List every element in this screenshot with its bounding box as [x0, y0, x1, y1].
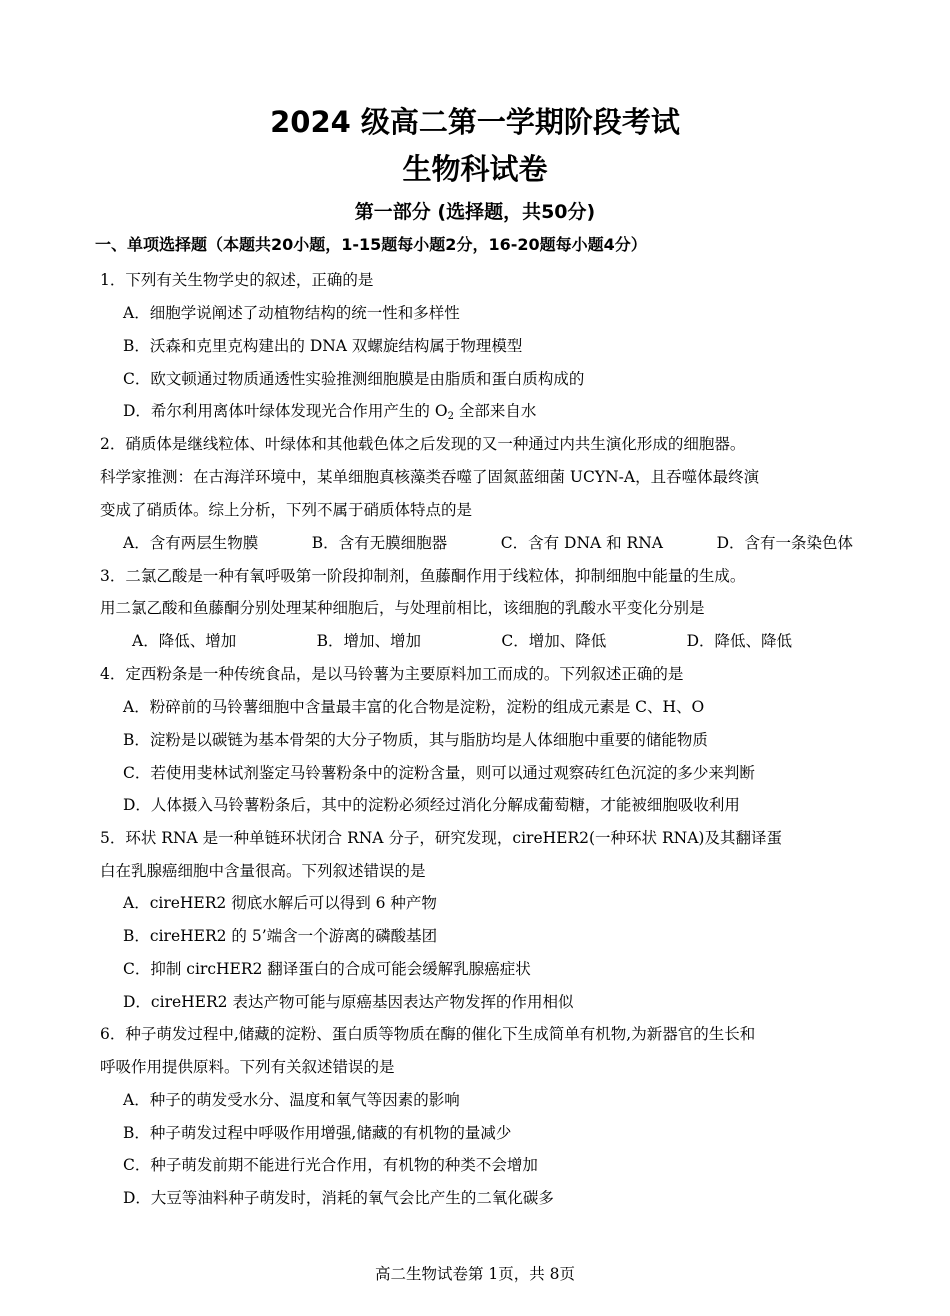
question-6-stem-line-2: 呼吸作用提供原料。下列有关叙述错误的是	[100, 1058, 395, 1076]
question-6-option-b: B．种子萌发过程中呼吸作用增强,储藏的有机物的量减少	[123, 1124, 512, 1142]
question-2-stem-line-2: 科学家推测：在古海洋环境中，某单细胞真核藻类吞噬了固氮蓝细菌 UCYN-A，且吞噬体最终演	[100, 468, 760, 486]
question-2-stem-line-1: 2．硝质体是继线粒体、叶绿体和其他载色体之后发现的又一种通过内共生演化形成的细胞器。	[100, 435, 746, 453]
exam-title: 2024 级高二第一学期阶段考试	[270, 105, 680, 139]
question-4-option-a: A．粉碎前的马铃薯细胞中含量最丰富的化合物是淀粉，淀粉的组成元素是 C、H、O	[123, 698, 705, 716]
question-2-options	[123, 533, 853, 553]
subject-title: 生物科试卷	[402, 152, 548, 186]
question-1-option-c: C．欧文顿通过物质通透性实验推测细胞膜是由脂质和蛋白质构成的	[123, 370, 585, 388]
question-5-option-b: B．cireHER2 的 5’端含一个游离的磷酸基团	[123, 927, 438, 945]
question-3-option-b: B．增加、增加	[316, 632, 421, 650]
question-4-option-b: B．淀粉是以碳链为基本骨架的大分子物质，其与脂肪均是人体细胞中重要的储能物质	[123, 731, 708, 749]
question-1-option-b: B．沃森和克里克构建出的 DNA 双螺旋结构属于物理模型	[123, 337, 523, 355]
question-4-stem: 4．定西粉条是一种传统食品，是以马铃薯为主要原料加工而成的。下列叙述正确的是	[100, 665, 684, 683]
question-3-stem-line-2: 用二氯乙酸和鱼藤酮分别处理某种细胞后，与处理前相比，该细胞的乳酸水平变化分别是	[100, 599, 705, 617]
question-6-option-c: C．种子萌发前期不能进行光合作用，有机物的种类不会增加	[123, 1156, 538, 1174]
question-5-option-c: C．抑制 circHER2 翻译蛋白的合成可能会缓解乳腺癌症状	[123, 960, 531, 978]
question-1-option-a: A．细胞学说阐述了动植物结构的统一性和多样性	[123, 304, 460, 322]
question-3-options	[132, 631, 792, 651]
question-5-stem-line-1: 5．环状 RNA 是一种单链环状闭合 RNA 分子，研究发现，cireHER2(一种环状 RNA)及其翻译蛋	[100, 829, 782, 847]
section-title: 一、单项选择题（本题共20小题，1-15题每小题2分，16-20题每小题4分）	[95, 235, 647, 254]
question-2-option-b: B．含有无膜细胞器	[311, 534, 448, 552]
question-5-option-d: D．cireHER2 表达产物可能与原癌基因表达产物发挥的作用相似	[123, 993, 574, 1011]
question-6-option-d: D．大豆等油料种子萌发时，消耗的氧气会比产生的二氧化碳多	[123, 1189, 554, 1207]
page-footer: 高二生物试卷第 1页，共 8页	[374, 1265, 576, 1283]
question-3-stem-line-1: 3．二氯乙酸是一种有氧呼吸第一阶段抑制剂，鱼藤酮作用于线粒体，抑制细胞中能量的生成。	[100, 567, 746, 585]
part-title: 第一部分 (选择题，共50分)	[354, 201, 596, 223]
question-5-stem-line-2: 白在乳腺癌细胞中含量很高。下列叙述错误的是	[100, 862, 426, 880]
question-1-stem: 1．下列有关生物学史的叙述，正确的是	[100, 271, 374, 289]
question-1-option-d: D．希尔利用离体叶绿体发现光合作用产生的 $O_2$ 全部来自水	[123, 402, 537, 422]
question-2-option-d: D．含有一条染色体	[716, 534, 853, 552]
question-4-option-c: C．若使用斐林试剂鉴定马铃薯粉条中的淀粉含量，则可以通过观察砖红色沉淀的多少来判断	[123, 764, 755, 782]
question-2-stem-line-3: 变成了硝质体。综上分析，下列不属于硝质体特点的是	[100, 501, 473, 519]
question-3-option-c: C．增加、降低	[501, 632, 607, 650]
question-3-option-a: A．降低、增加	[132, 632, 237, 650]
question-2-option-a: A．含有两层生物膜	[123, 534, 259, 552]
question-6-stem-line-1: 6．种子萌发过程中,储藏的淀粉、蛋白质等物质在酶的催化下生成简单有机物,为新器官的生长和	[100, 1025, 756, 1043]
question-3-option-d: D．降低、降低	[686, 632, 792, 650]
question-4-option-d: D．人体摄入马铃薯粉条后，其中的淀粉必须经过消化分解成葡萄糖，才能被细胞吸收利用	[123, 796, 740, 814]
question-5-option-a: A．cireHER2 彻底水解后可以得到 6 种产物	[123, 894, 437, 912]
question-2-option-c: C．含有 DNA 和 RNA	[500, 534, 663, 552]
question-6-option-a: A．种子的萌发受水分、温度和氧气等因素的影响	[123, 1091, 460, 1109]
